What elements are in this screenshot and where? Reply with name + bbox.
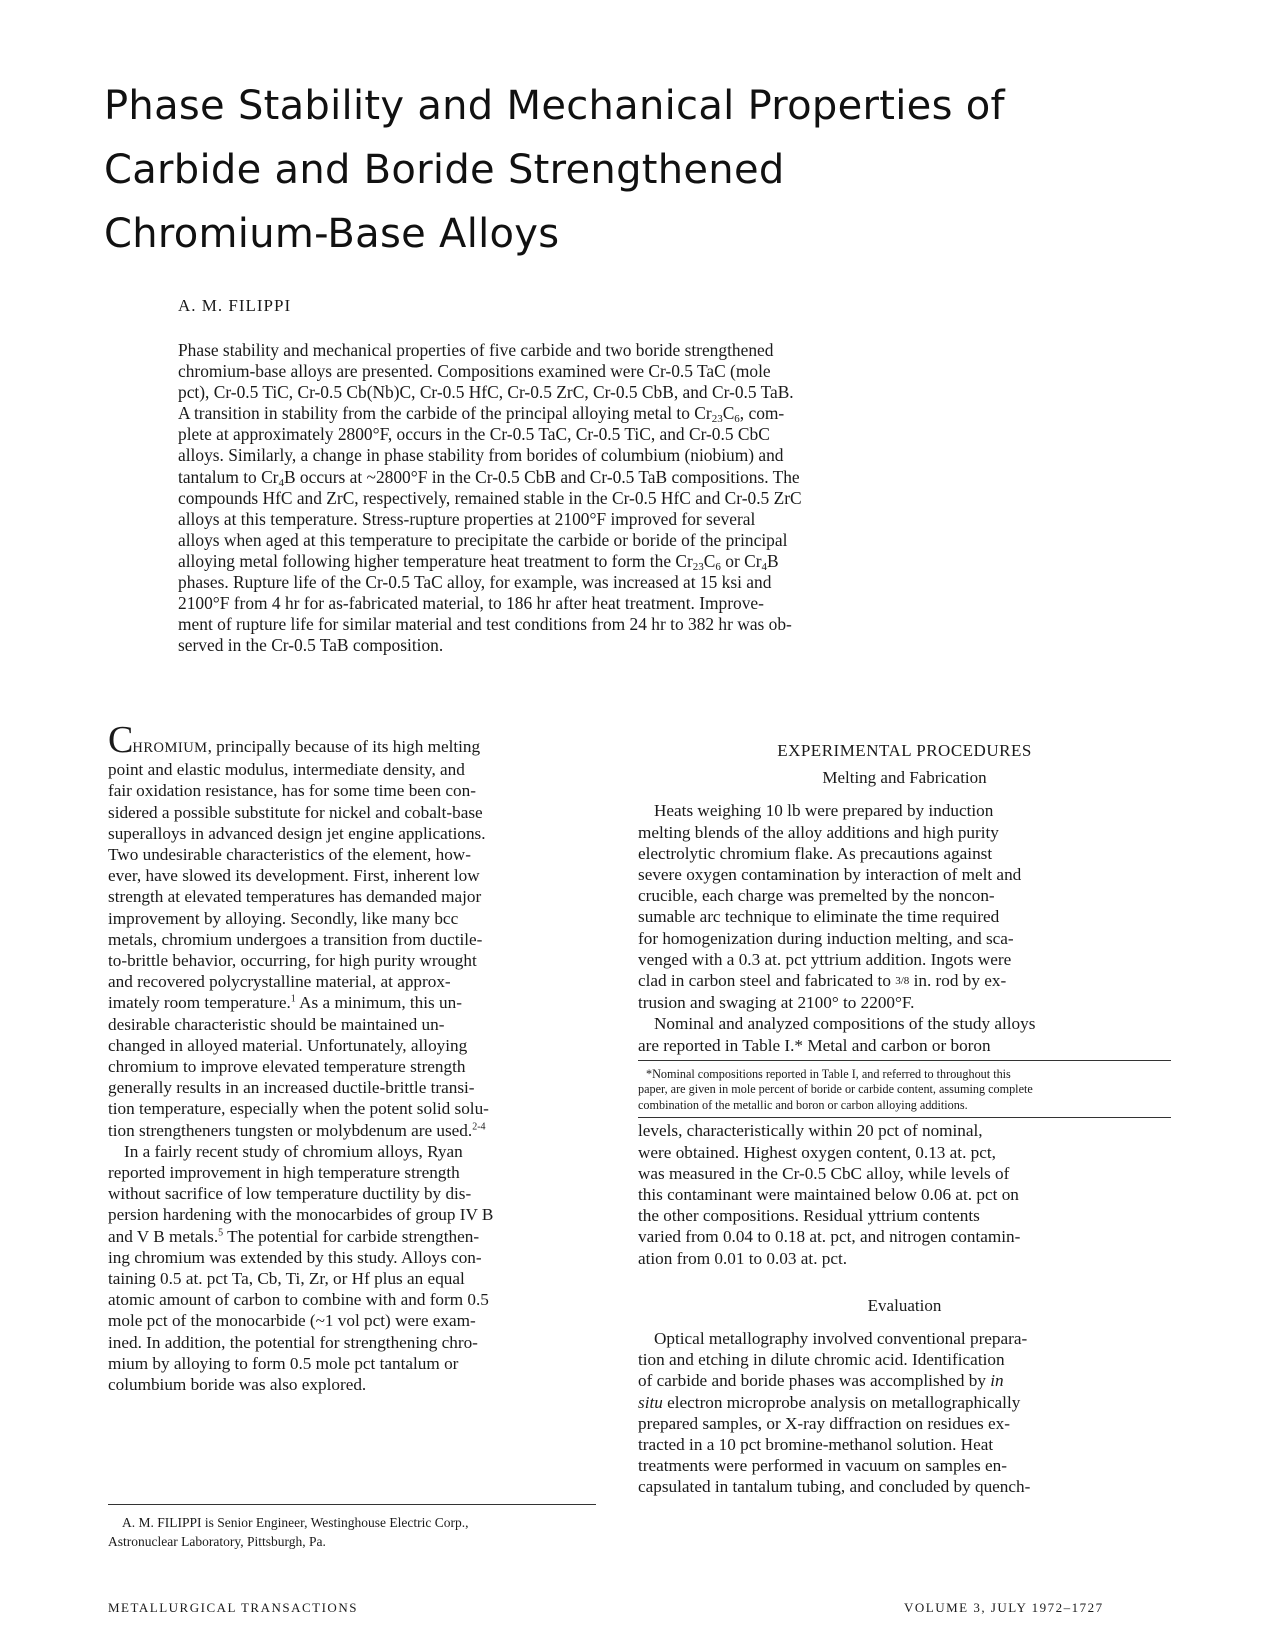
body-line: sumable arc technique to eliminate the time required [638,907,1000,927]
body-line: capsulated in tantalum tubing, and concluded by quench- [638,1477,1031,1497]
abstract-line: Phase stability and mechanical properties of five carbide and two boride strengthened [178,340,774,360]
abstract-line: phases. Rupture life of the Cr-0.5 TaC alloy, for example, was increased at 15 ksi and [178,572,772,593]
title-line: Phase Stability and Mechanical Properties of [104,83,1005,129]
body-line: was measured in the Cr-0.5 CbC alloy, while levels of [638,1163,1010,1183]
footnote-line: paper, are given in mole percent of boride or carbide content, assuming complete [638,1082,1033,1097]
body-text: and V B metals. [108,1226,219,1246]
body-line [108,992,596,1013]
body-line: point and elastic modulus, intermediate density, and [108,760,465,780]
abstract-line: compounds HfC and ZrC, respectively, remained stable in the Cr-0.5 HfC and Cr-0.5 ZrC [178,487,802,508]
body-line: venged with a 0.3 at. pct yttrium addition. Ingots were [638,949,1012,969]
abstract [178,340,983,656]
lead-word: HROMIUM [132,740,208,756]
body-line: without sacrifice of low temperature ductility by dis- [108,1184,472,1204]
body-line: desirable characteristic should be maintained un- [108,1014,445,1034]
body-line: changed in alloyed material. Unfortunately, alloying [108,1035,468,1055]
footnote-line: *Nominal compositions reported in Table I, and referred to throughout this [646,1066,1011,1081]
abstract-line: pct), Cr-0.5 TiC, Cr-0.5 Cb(Nb)C, Cr-0.5 HfC, Cr-0.5 ZrC, Cr-0.5 CbB, and Cr-0.5 TaB. [178,382,794,403]
reference-1[interactable]: 1 [290,993,296,1005]
body-column-right [638,730,1171,1498]
body-line: taining 0.5 at. pct Ta, Cb, Ti, Zr, or Hf plus an equal [108,1269,465,1289]
body-line [638,1392,1171,1413]
abstract-line: alloying metal following higher temperature heat treatment to form the $Cr_{23}C_6$ or $Cr_4B$ [178,550,779,573]
body-line: tracted in a 10 pct bromine-methanol solution. Heat [638,1434,994,1454]
body-line: crucible, each charge was premelted by the noncon- [638,886,995,906]
abstract-line: tantalum to $Cr_4B$ occurs at ~2800°F in the Cr-0.5 CbB and Cr-0.5 TaB compositions. The [178,466,800,489]
body-line: and recovered polycrystalline material, at approx- [108,972,451,992]
italic-term: situ [638,1392,663,1412]
abstract-line: A transition in stability from the carbide of the principal alloying metal to $Cr_{23}C_6$, com- [178,403,785,426]
body-text: , principally because of its high melting [207,737,481,756]
body-line: treatments were performed in vacuum on samples en- [638,1456,1007,1476]
body-line: this contaminant were maintained below 0.06 at. pct on [638,1184,1019,1204]
body-line [108,1120,596,1141]
abstract-line: served in the Cr-0.5 TaB composition. [178,635,444,656]
journal-name: METALLURGICAL TRANSACTIONS [108,1600,358,1615]
body-text: clad in carbon steel and fabricated to [638,971,896,991]
body-line: In a fairly recent study of chromium alloys, Ryan [124,1141,463,1161]
body-line: varied from 0.04 to 0.18 at. pct, and nitrogen contamin- [638,1227,1021,1247]
body-text: tion strengtheners tungsten or molybdenum are used. [108,1120,473,1140]
body-line [108,1226,596,1247]
abstract-line: alloys when aged at this temperature to precipitate the carbide or boride of the principal [178,529,788,550]
body-line: to-brittle behavior, occurring, for high purity wrought [108,951,477,971]
body-line: ined. In addition, the potential for strengthening chro- [108,1332,478,1352]
paper-title [104,74,1204,266]
reference-2-4[interactable]: 2-4 [472,1120,486,1132]
abstract-line: alloys. Similarly, a change in phase stability from borides of columbium (niobium) and [178,445,784,466]
body-line: mole pct of the monocarbide (~1 vol pct) were exam- [108,1311,476,1331]
spacer [638,1269,1171,1291]
body-line: Optical metallography involved conventional prepara- [654,1328,1028,1348]
body-line: ation from 0.01 to 0.03 at. pct. [638,1248,848,1268]
body-line: Nominal and analyzed compositions of the study alloys [654,1014,1036,1034]
body-line: the other compositions. Residual yttrium contents [638,1206,980,1226]
body-line: chromium to improve elevated temperature strength [108,1057,466,1077]
body-line: improvement by alloying. Secondly, like many bcc [108,908,459,928]
body-line: are reported in Table I.* Metal and carbon or boron [638,1035,991,1055]
body-text: of carbide and boride phases was accomplished by [638,1371,991,1391]
body-line: tion and etching in dilute chromic acid. Identification [638,1350,1005,1370]
abstract-line: ment of rupture life for similar material and test conditions from 24 hr to 382 hr was ob- [178,614,792,635]
author-name: A. M. FILIPPI [178,296,292,315]
abstract-line: chromium-base alloys are presented. Compositions examined were Cr-0.5 TaC (mole [178,361,771,382]
body-line: superalloys in advanced design jet engine applications. [108,823,486,843]
table-footnote [638,1060,1171,1119]
author-footnote [108,1504,596,1551]
body-line: metals, chromium undergoes a transition from ductile- [108,929,483,949]
body-line: mium by alloying to form 0.5 mole pct tantalum or [108,1353,459,1373]
fraction: 3/8 [895,975,910,988]
body-text: electron microprobe analysis on metallographically [662,1392,1021,1412]
italic-term: in [990,1371,1004,1391]
body-line [638,970,1171,992]
body-line: fair oxidation resistance, has for some time been con- [108,781,476,801]
footnote-line: combination of the metallic and boron or carbon alloying additions. [638,1097,968,1112]
subsection-heading: Evaluation [867,1295,942,1315]
body-line: generally results in an increased ductile-brittle transi- [108,1078,475,1098]
body-line: ever, have slowed its development. First, inherent low [108,866,480,886]
body-line: were obtained. Highest oxygen content, 0.13 at. pct, [638,1142,996,1162]
volume-page: VOLUME 3, JULY 1972–1727 [904,1600,1104,1615]
footnote-line: A. M. FILIPPI is Senior Engineer, Westinghouse Electric Corp., [122,1515,469,1530]
title-line: Chromium-Base Alloys [104,211,560,257]
body-text: imately room temperature. [108,993,291,1013]
body-line: columbium boride was also explored. [108,1375,367,1395]
intro-first-line [108,719,596,761]
body-line: severe oxygen contamination by interaction of melt and [638,865,1022,885]
body-line: prepared samples, or X-ray diffraction on residues ex- [638,1413,1010,1433]
body-line: sidered a possible substitute for nickel and cobalt-base [108,802,483,822]
body-line: for homogenization during induction melting, and sca- [638,928,1014,948]
body-line: persion hardening with the monocarbides of group IV B [108,1205,494,1225]
body-line: ing chromium was extended by this study. Alloys con- [108,1247,482,1267]
abstract-line: alloys at this temperature. Stress-rupture properties at 2100°F improved for several [178,508,756,529]
body-line: levels, characteristically within 20 pct of nominal, [638,1121,983,1141]
abstract-line: 2100°F from 4 hr for as-fabricated material, to 186 hr after heat treatment. Improve- [178,593,764,614]
section-heading: EXPERIMENTAL PROCEDURES [777,741,1032,760]
body-text: As a minimum, this un- [295,993,462,1013]
body-line: strength at elevated temperatures has demanded major [108,887,482,907]
body-line: melting blends of the alloy additions and high purity [638,822,999,842]
body-line: tion temperature, especially when the potent solid solu- [108,1099,489,1119]
body-line: Two undesirable characteristics of the element, how- [108,845,471,865]
body-text: in. rod by ex- [909,971,1007,991]
body-line: trusion and swaging at 2100° to 2200°F. [638,993,915,1013]
body-column-left [108,719,596,1395]
subsection-heading: Melting and Fabrication [822,768,987,788]
drop-cap: C [108,719,133,761]
body-line: Heats weighing 10 lb were prepared by induction [654,801,994,821]
footnote-line: Astronuclear Laboratory, Pittsburgh, Pa. [108,1534,326,1549]
reference-5[interactable]: 5 [218,1226,224,1238]
body-line [638,1370,1171,1391]
body-line: reported improvement in high temperature strength [108,1163,460,1183]
body-line: electrolytic chromium flake. As precautions against [638,843,993,863]
body-text: The potential for carbide strengthen- [223,1226,480,1246]
abstract-line: plete at approximately 2800°F, occurs in the Cr-0.5 TaC, Cr-0.5 TiC, and Cr-0.5 CbC [178,424,770,445]
title-line: Carbide and Boride Strengthened [104,147,785,193]
body-line: atomic amount of carbon to combine with and form 0.5 [108,1290,489,1310]
